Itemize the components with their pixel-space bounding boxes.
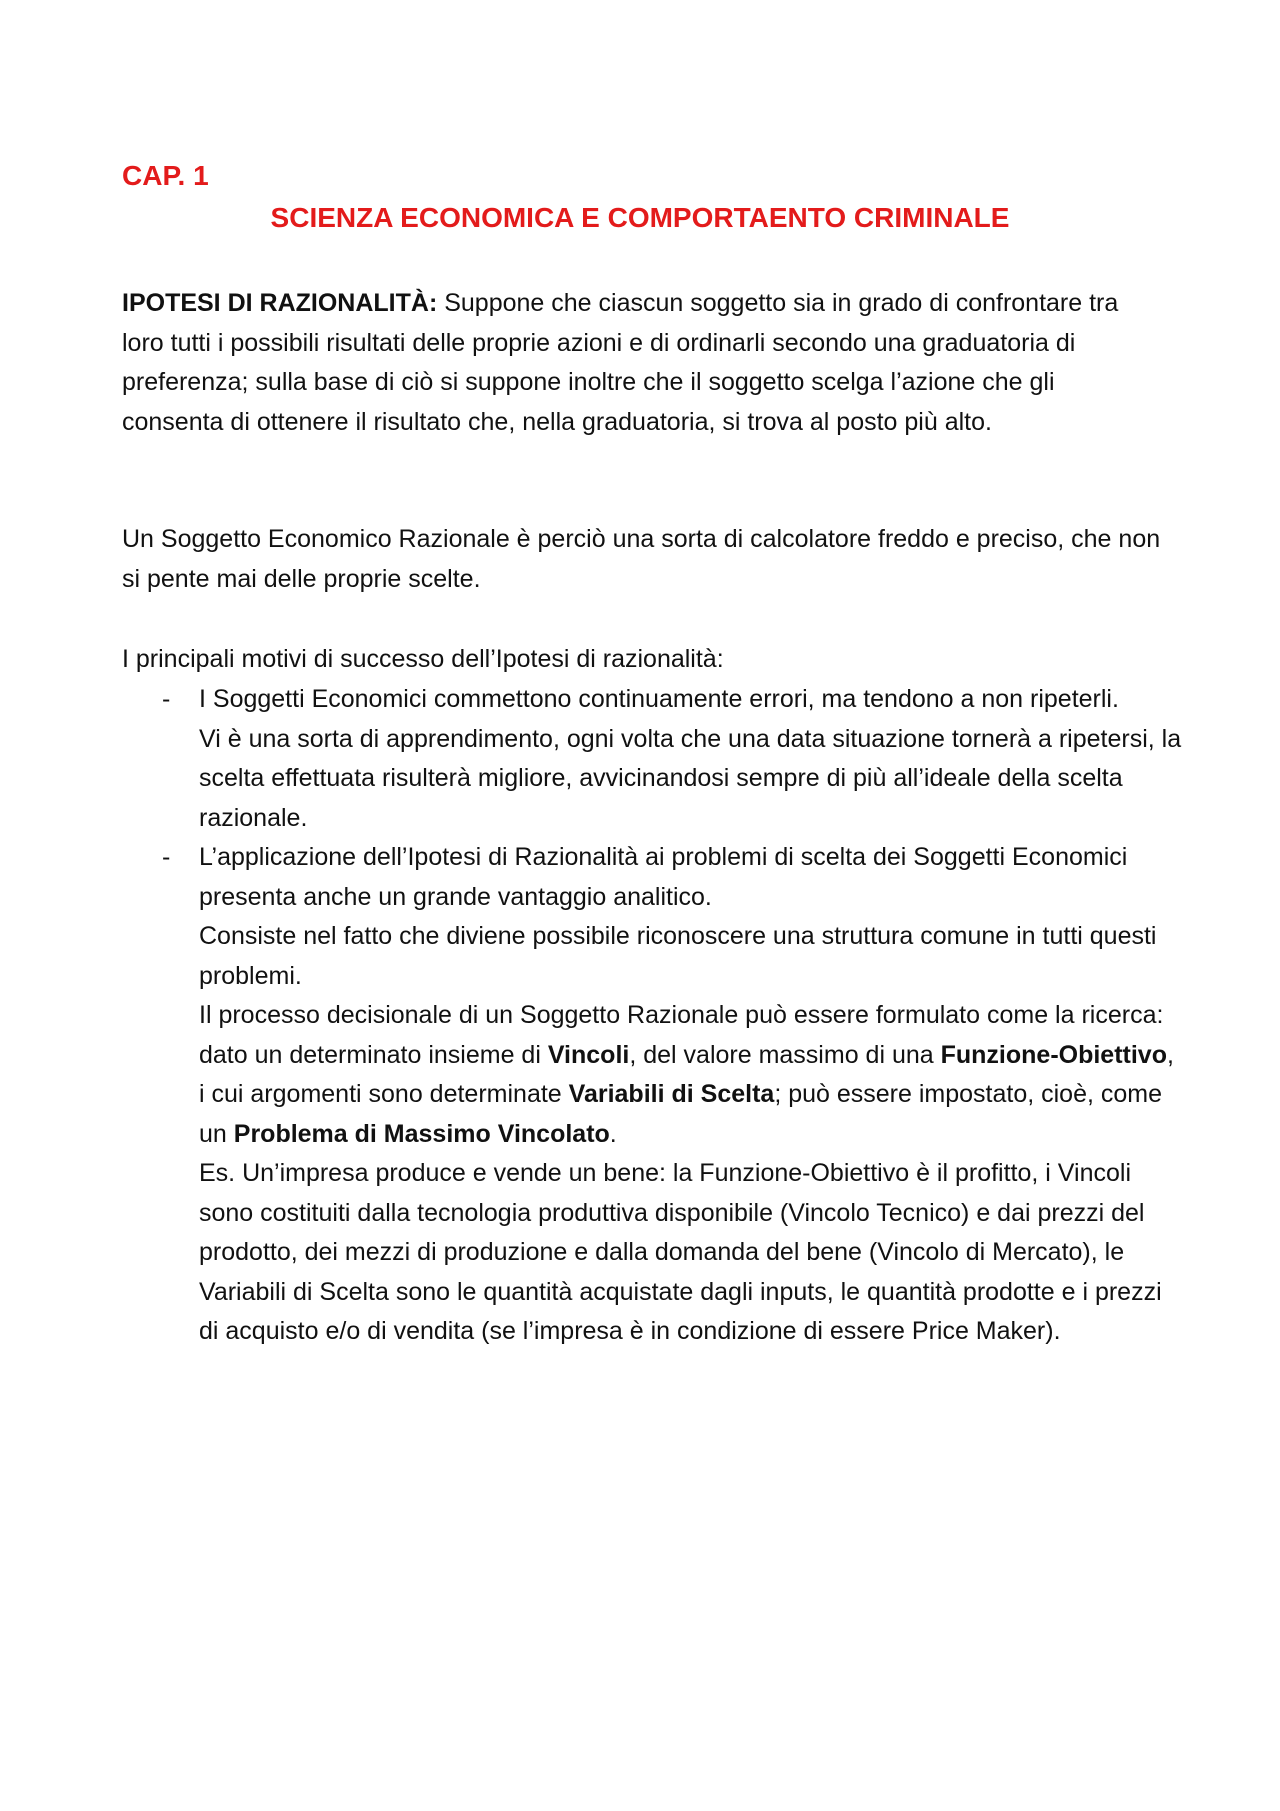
list-item-text: I Soggetti Economici commettono continuamente errori, ma tendono a non ripeterli. <box>199 685 1119 713</box>
chapter-label: CAP. 1 <box>122 160 209 191</box>
rationality-definition: Suppone che ciascun soggetto sia in grado di confrontare tra loro tutti i possibili risultati delle proprie azioni e di ordinarli secondo una graduatoria di preferenza; sulla base di ciò si suppone inoltre che il soggetto scelga l’azione che gli consenta di ottenere il risultato che, nella graduatoria, si trova al posto più alto. <box>122 289 1119 436</box>
text-run: , i cui argomenti sono determinate <box>199 1040 1174 1108</box>
text-run: . <box>609 1119 617 1148</box>
text-run: , del valore massimo di una <box>629 1040 941 1069</box>
rational-subject-paragraph: Un Soggetto Economico Razionale è perciò una sorta di calcolatore freddo e preciso, che non si pente mai delle proprie scelte. <box>122 525 1161 593</box>
rationality-term: IPOTESI DI RAZIONALITÀ: <box>122 289 438 317</box>
term-variabili-di-scelta: Variabili di Scelta <box>568 1080 775 1108</box>
list-item-text: Es. Un’impresa produce e vende un bene: la Funzione-Obiettivo è il profitto, i Vincoli sono costituiti dalla tecnologia produttiva disponibile (Vincolo Tecnico) e dai prezzi del prodotto, dei mezzi di produzione e dalla domanda del bene (Vincolo di Mercato), le Variabili di Scelta sono le quantità acquistate dagli inputs, le quantità prodotte e i prezzi di acquisto e/o di vendita (se l’impresa è in condizione di essere Price Maker). <box>199 1159 1162 1345</box>
success-reasons-intro: I principali motivi di successo dell’Ipotesi di razionalità: <box>122 645 724 673</box>
term-problema-massimo-vincolato: Problema di Massimo Vincolato <box>233 1119 610 1148</box>
text-run: ; può essere impostato, cioè, come un <box>199 1080 1163 1148</box>
list-item-text: Vi è una sorta di apprendimento, ogni volta che una data situazione tornerà a ripetersi, la scelta effettuata risulterà migliore, avvicinandosi sempre di più all’ideale della scelta razionale. <box>199 724 1182 832</box>
term-vincoli: Vincoli <box>547 1040 630 1069</box>
chapter-title: SCIENZA ECONOMICA E COMPORTAENTO CRIMINALE <box>270 202 1010 233</box>
list-item <box>122 838 1182 1352</box>
list-item-text <box>199 996 1182 1154</box>
list-item-text: Consiste nel fatto che diviene possibile riconoscere una struttura comune in tutti questi problemi. <box>199 922 1157 990</box>
list-item-text: L’applicazione dell’Ipotesi di Razionalità ai problemi di scelta dei Soggetti Economici presenta anche un grande vantaggio analitico. <box>199 843 1128 911</box>
text-run: Il processo decisionale di un Soggetto Razionale può essere formulato come la ricerca: dato un determinato insieme di <box>199 1001 1164 1069</box>
list-item <box>122 680 1182 838</box>
term-funzione-obiettivo: Funzione-Obiettivo <box>940 1040 1167 1069</box>
rationality-paragraph <box>122 284 1162 442</box>
list-dash: - <box>162 843 171 871</box>
list-dash: - <box>162 685 171 713</box>
success-reasons-list <box>122 680 1182 1352</box>
